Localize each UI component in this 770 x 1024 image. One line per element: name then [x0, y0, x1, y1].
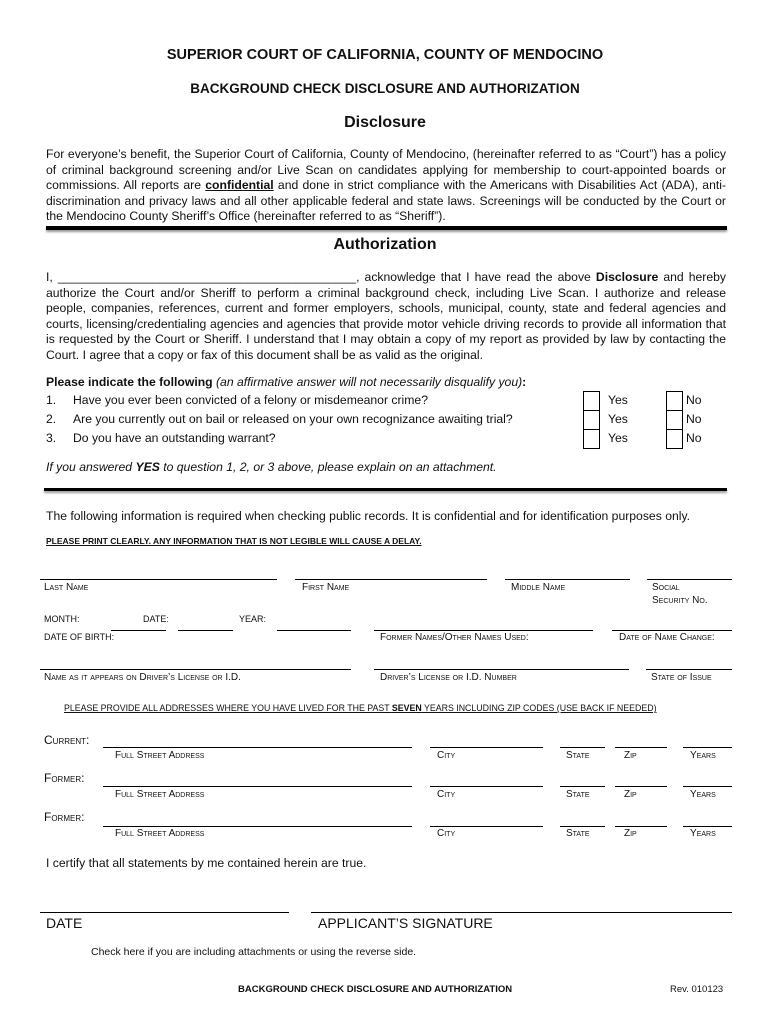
year-label: YEAR: [239, 614, 267, 624]
question-3-yes-label: Yes [608, 431, 628, 445]
ssn-label-1: Social [652, 582, 680, 593]
footer-title: BACKGROUND CHECK DISCLOSURE AND AUTHORIZATION [238, 984, 513, 995]
former-1-years-line[interactable] [683, 786, 732, 787]
explain-note-part1: If you answered [46, 460, 136, 474]
first-name-line[interactable] [295, 579, 487, 580]
form-title: BACKGROUND CHECK DISCLOSURE AND AUTHORIZATION [190, 81, 580, 96]
former-1-zip-line[interactable] [615, 786, 667, 787]
disclosure-heading: Disclosure [344, 114, 426, 131]
questions-intro [46, 375, 526, 389]
signature-label: APPLICANT’S SIGNATURE [318, 915, 493, 931]
former-1-state-line[interactable] [560, 786, 605, 787]
former-2-zip-line[interactable] [615, 826, 667, 827]
confidential-emphasis: confidential [205, 178, 274, 193]
license-name-label: Name as it appears on Driver’s License or I.D. [44, 672, 241, 683]
middle-name-label: Middle Name [511, 582, 566, 593]
question-2-no-checkbox[interactable] [666, 410, 683, 430]
ssn-label-2: Security No. [652, 595, 708, 606]
question-1-no-label: No [686, 393, 702, 407]
former-1-city-line[interactable] [430, 786, 543, 787]
explain-note-part2: to question 1, 2, or 3 above, please explain on an attachment. [159, 460, 497, 474]
authorization-text-part2: and hereby authorize the Court and/or Sheriff to perform a criminal background check, including Live Scan. I authorize and release people, companies, references, current and former employers, schools, municipal, county, state and federal agencies and courts, licensing/credentialing agencies and agencies that provide motor vehicle driving records to provide all information that is requested by the Court or Sheriff. I understand that I may obtain a copy of my report as provided by law by contacting the Court. I agree that a copy or fax of this document shall be as valid as the original. [46, 270, 727, 362]
questions-intro-italic: (an affirmative answer will not necessarily disqualify you) [212, 375, 523, 389]
current-address-label: Current: [44, 733, 90, 747]
former-2-city-line[interactable] [430, 826, 543, 827]
current-city-line[interactable] [430, 747, 543, 748]
former-names-label: Former Names/Other Names Used: [380, 632, 529, 643]
name-change-label: Date of Name Change: [619, 632, 715, 643]
current-zip-line[interactable] [615, 747, 667, 748]
last-name-line[interactable] [40, 579, 277, 580]
section-divider [46, 226, 727, 230]
first-name-label: First Name [302, 582, 350, 593]
former-2-zip-label: Zip [624, 828, 637, 839]
dob-label: DATE OF BIRTH: [44, 632, 115, 642]
current-state-label: State [566, 750, 590, 761]
month-label: MONTH: [44, 614, 80, 624]
print-clearly-notice: PLEASE PRINT CLEARLY. ANY INFORMATION THAT IS NOT LEGIBLE WILL CAUSE A DELAY. [46, 536, 422, 546]
license-name-line[interactable] [40, 669, 351, 670]
disclosure-text-part1: For everyone’s benefit, the Superior Court of California, County of Mendocino, (hereinafter referred to as “Court”) has a policy of criminal background screening and/or Live Scan on candidates applying for membership to court-appointed boards or commissions. All reports are [46, 147, 726, 193]
question-3-yes-checkbox[interactable] [583, 429, 600, 449]
former-2-state-line[interactable] [560, 826, 605, 827]
name-change-line[interactable] [612, 630, 732, 631]
former-2-street-line[interactable] [103, 826, 412, 827]
former-2-years-line[interactable] [683, 826, 732, 827]
authorization-text-part1: I, ____________________________________________, acknowledge that I have read the above [46, 270, 596, 284]
question-2-no-label: No [686, 412, 702, 426]
former-1-zip-label: Zip [624, 789, 637, 800]
address-instruction-part1: PLEASE PROVIDE ALL ADDRESSES WHERE YOU HAVE LIVED FOR THE PAST [64, 703, 392, 713]
former-1-city-label: City [437, 789, 456, 800]
question-1-number: 1. [46, 393, 57, 407]
current-zip-label: Zip [624, 750, 637, 761]
question-2-text: Are you currently out on bail or released on your own recognizance awaiting trial? [73, 412, 513, 426]
question-2-yes-checkbox[interactable] [583, 410, 600, 430]
date-label-signature: DATE [46, 915, 83, 931]
date-label: DATE: [143, 614, 169, 624]
disclosure-text [46, 147, 726, 225]
month-line[interactable] [111, 630, 166, 631]
question-3-no-checkbox[interactable] [666, 429, 683, 449]
question-1-text: Have you ever been convicted of a felony or misdemeanor crime? [73, 393, 428, 407]
former-1-street-label: Full Street Address [115, 789, 205, 800]
explain-yes-emphasis: YES [135, 460, 160, 474]
court-title: SUPERIOR COURT OF CALIFORNIA, COUNTY OF MENDOCINO [166, 47, 604, 63]
question-2-yes-label: Yes [608, 412, 628, 426]
date-line[interactable] [178, 630, 233, 631]
current-city-label: City [437, 750, 456, 761]
disclosure-emphasis: Disclosure [595, 270, 659, 284]
middle-name-line[interactable] [505, 579, 630, 580]
former-1-street-line[interactable] [103, 786, 412, 787]
current-street-label: Full Street Address [115, 750, 205, 761]
date-signature-line[interactable] [40, 912, 289, 913]
questions-intro-bold: Please indicate the following [46, 375, 213, 389]
former-address-2-label: Former: [44, 810, 85, 824]
current-street-line[interactable] [103, 747, 412, 748]
year-line[interactable] [277, 630, 351, 631]
former-2-street-label: Full Street Address [115, 828, 205, 839]
applicant-signature-line[interactable] [311, 912, 732, 913]
address-instruction-part2: YEARS INCLUDING ZIP CODES (USE BACK IF NEEDED) [421, 703, 657, 713]
certify-statement: I certify that all statements by me contained herein are true. [46, 856, 367, 870]
attachments-note: Check here if you are including attachments or using the reverse side. [91, 946, 417, 958]
former-names-line[interactable] [374, 630, 593, 631]
question-1-no-checkbox[interactable] [666, 391, 683, 411]
current-years-line[interactable] [683, 747, 732, 748]
former-1-state-label: State [566, 789, 590, 800]
question-3-number: 3. [46, 431, 57, 445]
address-instruction [64, 703, 657, 713]
disclosure-text-part2: and done in strict compliance with the Americans with Disabilities Act (ADA), anti-discrimination and privacy laws and all other applicable federal and state laws. Screenings will be conducted by the Court or the Mendocino County Sheriff’s Office (hereinafter referred to as “Sheriff”). [46, 178, 726, 224]
former-2-city-label: City [437, 828, 456, 839]
former-1-years-label: Years [690, 789, 716, 800]
question-3-text: Do you have an outstanding warrant? [73, 431, 276, 445]
authorization-text [46, 270, 726, 364]
question-2-number: 2. [46, 412, 57, 426]
info-intro: The following information is required when checking public records. It is confidential and for identification purposes only. [46, 509, 691, 523]
state-issue-label: State of Issue [651, 672, 712, 683]
question-1-yes-label: Yes [608, 393, 628, 407]
section-divider-2 [44, 488, 727, 491]
revision-label: Rev. 010123 [670, 984, 724, 995]
former-address-1-label: Former: [44, 771, 85, 785]
former-2-state-label: State [566, 828, 590, 839]
ssn-line[interactable] [647, 579, 732, 580]
current-state-line[interactable] [560, 747, 605, 748]
current-years-label: Years [690, 750, 716, 761]
authorization-heading: Authorization [333, 236, 437, 253]
license-number-label: Driver’s License or I.D. Number [380, 672, 517, 683]
explain-note [46, 460, 497, 474]
questions-intro-colon: : [522, 375, 527, 389]
seven-emphasis: SEVEN [391, 703, 422, 713]
license-number-line[interactable] [374, 669, 629, 670]
last-name-label: Last Name [44, 582, 89, 593]
former-2-years-label: Years [690, 828, 716, 839]
question-3-no-label: No [686, 431, 702, 445]
question-1-yes-checkbox[interactable] [583, 391, 600, 411]
state-issue-line[interactable] [646, 669, 732, 670]
